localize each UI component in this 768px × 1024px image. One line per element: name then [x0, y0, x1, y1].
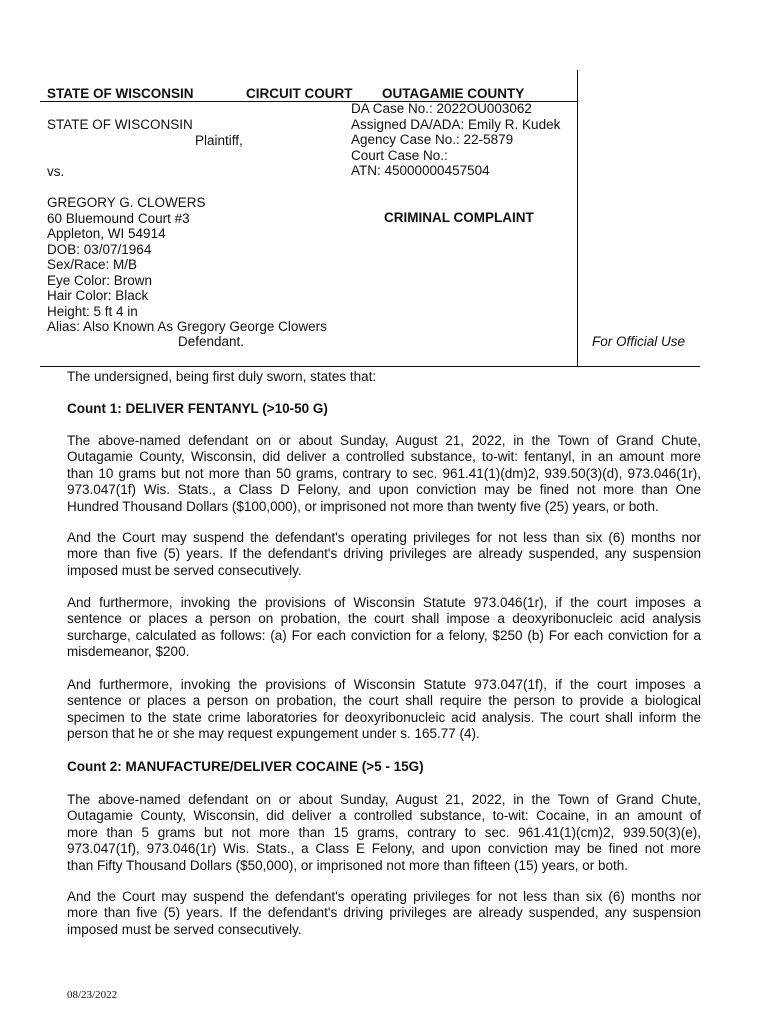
text-line: specimen to the state crime laboratories for deoxyribonucleic acid analysis. The court shall inform the — [67, 709, 701, 725]
text-line: imposed must be served consecutively. — [67, 562, 302, 578]
da-case-no: DA Case No.: 2022OU003062 — [351, 101, 532, 116]
atn: ATN: 45000000457504 — [351, 163, 490, 178]
header-court: CIRCUIT COURT — [246, 86, 353, 101]
caption-divider — [577, 70, 578, 366]
text-line: imposed must be served consecutively. — [67, 921, 302, 937]
text-line: sentence or places a person on probation, the court shall require the person to provide a biological — [67, 693, 701, 709]
footer-date: 08/23/2022 — [67, 989, 118, 1001]
header-county: OUTAGAMIE COUNTY — [382, 86, 525, 101]
text-line: Outagamie County, Wisconsin, did deliver a controlled substance, to-wit: fentanyl, in an amount more — [67, 449, 701, 465]
caption-bottom-rule — [40, 366, 700, 367]
count1-paragraph-4 — [67, 677, 701, 743]
versus: vs. — [47, 164, 65, 179]
text-line: sentence or places a person on probation, the court shall impose a deoxyribonucleic acid analysis — [67, 611, 701, 627]
text-line: And the Court may suspend the defendant's operating privileges for not less than six (6) months nor — [67, 889, 701, 904]
text-line: 973.047(1f), 973.046(1r) Wis. Stats., a Class E Felony, and upon conviction may be fined not more — [67, 841, 701, 857]
text-line: more than five (5) years. If the defendant's driving privileges are already suspended, any suspension — [67, 546, 701, 562]
count1-paragraph-2 — [67, 530, 701, 579]
text-line: person that he or she may request expungement under s. 165.77 (4). — [67, 726, 480, 742]
court-case-no: Court Case No.: — [351, 147, 448, 163]
agency-case-no: Agency Case No.: 22-5879 — [351, 132, 514, 147]
defendant-role: Defendant. — [178, 334, 245, 349]
text-line: misdemeanor, $200. — [67, 644, 190, 660]
text-line: The above-named defendant on or about Sunday, August 21, 2022, in the Town of Grand Chute, — [67, 433, 701, 448]
defendant-address: 60 Bluemound Court #3 — [47, 210, 190, 226]
defendant-eye-color: Eye Color: Brown — [47, 272, 153, 288]
text-line: more than 5 grams but not more than 15 grams, contrary to sec. 961.41(1)(cm)2, 939.50(3)(e), — [67, 824, 701, 840]
defendant-block — [47, 195, 327, 335]
assigned-da: Assigned DA/ADA: Emily R. Kudek — [351, 116, 561, 132]
defendant-height: Height: 5 ft 4 in — [47, 303, 138, 319]
defendant-hair-color: Hair Color: Black — [47, 288, 149, 303]
defendant-city: Appleton, WI 54914 — [47, 226, 166, 241]
text-line: And the Court may suspend the defendant's operating privileges for not less than six (6) months nor — [67, 530, 701, 545]
text-line: 973.047(1f) Wis. Stats., a Class D Felony, and upon conviction may be fined not more than One — [67, 482, 701, 498]
document-title: CRIMINAL COMPLAINT — [384, 210, 534, 225]
text-line: than 10 grams but not more than 50 grams, contrary to sec. 961.41(1)(dm)2, 939.50(3)(d), 973.046(1r), — [67, 465, 701, 481]
case-info — [351, 101, 560, 179]
count2-paragraph-2 — [67, 889, 701, 938]
text-line: The above-named defendant on or about Sunday, August 21, 2022, in the Town of Grand Chute, — [67, 792, 701, 807]
count1-paragraph-1 — [67, 433, 701, 515]
official-use-label: For Official Use — [592, 334, 686, 349]
intro-statement: The undersigned, being first duly sworn, states that: — [67, 369, 377, 384]
defendant-alias: Alias: Also Known As Gregory George Clowers — [47, 319, 327, 334]
text-line: surcharge, calculated as follows: (a) For each conviction for a felony, $250 (b) For each conviction for a — [67, 627, 701, 643]
text-line: Outagamie County, Wisconsin, did deliver a controlled substance, to-wit: Cocaine, in an amount of — [67, 808, 701, 824]
defendant-name: GREGORY G. CLOWERS — [47, 195, 206, 210]
plaintiff-role: Plaintiff, — [195, 133, 243, 148]
text-line: than Fifty Thousand Dollars ($50,000), or imprisoned not more than fifteen (15) years, or both. — [67, 857, 629, 873]
text-line: And furthermore, invoking the provisions of Wisconsin Statute 973.047(1f), if the court imposes a — [67, 677, 701, 692]
plaintiff-name: STATE OF WISCONSIN — [47, 117, 193, 132]
text-line: Hundred Thousand Dollars ($100,000), or imprisoned not more than twenty five (25) years, or both. — [67, 498, 659, 514]
header-state: STATE OF WISCONSIN — [47, 86, 194, 101]
text-line: And furthermore, invoking the provisions of Wisconsin Statute 973.046(1r), if the court imposes a — [67, 595, 701, 610]
count2-heading: Count 2: MANUFACTURE/DELIVER COCAINE (>5 - 15G) — [67, 759, 424, 774]
count2-paragraph-1 — [67, 792, 701, 874]
count1-heading: Count 1: DELIVER FENTANYL (>10-50 G) — [67, 401, 328, 416]
defendant-dob: DOB: 03/07/1964 — [47, 241, 152, 257]
count1-paragraph-3 — [67, 595, 701, 661]
defendant-sex-race: Sex/Race: M/B — [47, 257, 138, 272]
text-line: more than five (5) years. If the defendant's driving privileges are already suspended, any suspension — [67, 905, 701, 921]
